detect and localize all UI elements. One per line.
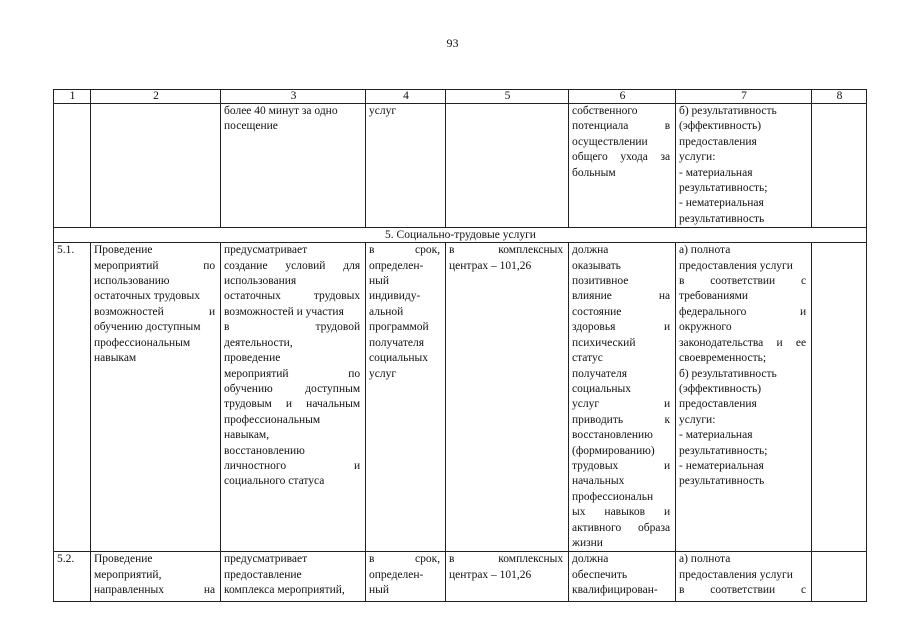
cell-tariff — [446, 552, 569, 602]
cell-text-line: альной — [369, 305, 404, 318]
cell-text-line: восстановлению — [224, 444, 305, 457]
cell-text-line: (эффективность) — [679, 120, 762, 133]
cell-text-line: общего ухода за — [572, 151, 673, 164]
cell-text-line: начальных — [572, 475, 625, 488]
cell-text-line: обучению доступным — [224, 382, 363, 395]
cell-text-line: возможностей и — [94, 305, 218, 318]
cell-text-line: предоставления услуги — [679, 568, 793, 581]
cell-quality — [569, 243, 676, 552]
section-title: 5. Социально-трудовые услуги — [54, 228, 867, 243]
cell-text-line: (формированию) — [572, 444, 655, 457]
column-number: 2 — [91, 90, 221, 104]
cell-text-line: законодательства и ее — [679, 336, 809, 349]
cell-text-line: своевременность; — [679, 352, 767, 365]
cell-text-line: результативность; — [679, 444, 768, 457]
cell-text-line: создание условий для — [224, 259, 363, 272]
cell-text-line: - нематериальная — [679, 459, 764, 472]
cell-text-line: (эффективность) — [679, 382, 762, 395]
cell-text-line: социальных — [369, 352, 428, 365]
cell-text-line: получателя — [369, 336, 424, 349]
cell-text-line: жизни — [572, 536, 603, 549]
cell-text-line: мероприятий по — [224, 367, 363, 380]
cell-text-line: позитивное — [572, 275, 629, 288]
cell-text-line: возможностей и участия — [224, 305, 344, 318]
cell-text-line: остаточных трудовых — [94, 290, 201, 303]
cell-evaluation — [676, 104, 812, 228]
cell-text-line: больным — [572, 166, 616, 179]
cell-text-line: определен- — [369, 259, 424, 272]
cell-text-line: оказывать — [572, 259, 621, 272]
cell-num — [54, 104, 91, 228]
row-number: 5.2. — [54, 552, 91, 602]
cell-service-name — [91, 104, 221, 228]
cell-text-line: обучению доступным — [94, 321, 201, 334]
cell-text-line: посещение — [224, 120, 278, 133]
cell-text-line: Проведение — [94, 553, 153, 566]
cell-text-line: использованию — [94, 275, 170, 288]
continuation-row — [54, 104, 867, 228]
cell-text-line: должна — [572, 244, 609, 257]
cell-text-line: остаточных трудовых — [224, 290, 363, 303]
cell-text-line: социального статуса — [224, 475, 325, 488]
cell-text-line: предоставления — [679, 135, 757, 148]
cell-text-line: деятельности, — [224, 336, 293, 349]
cell-text-line: собственного — [572, 105, 638, 117]
cell-text-line: направленных на — [94, 584, 218, 597]
cell-text-line: восстановлению — [572, 429, 653, 442]
cell-text-line: в срок, — [369, 244, 443, 257]
cell-text-line: результативность — [679, 475, 765, 488]
cell-text-line: услуг — [369, 105, 397, 117]
cell-note — [812, 104, 867, 228]
cell-text-line: - материальная — [679, 429, 753, 442]
cell-text-line: трудовым и начальным — [224, 398, 363, 411]
cell-text-line: - материальная — [679, 166, 753, 179]
cell-text-line: навыкам — [94, 352, 137, 365]
cell-text-line: федерального и — [679, 305, 809, 318]
cell-tariff — [446, 104, 569, 228]
cell-text-line: предусматривает — [224, 553, 308, 566]
cell-description — [221, 243, 366, 552]
cell-description — [221, 552, 366, 602]
cell-text-line: ный — [369, 584, 390, 597]
column-header-row — [54, 90, 867, 104]
cell-text-line: предоставления — [679, 398, 757, 411]
cell-text-line: мероприятий, — [94, 568, 162, 581]
cell-text-line: приводить к — [572, 413, 673, 426]
cell-text-line: а) полнота — [679, 244, 731, 257]
column-number: 6 — [569, 90, 676, 104]
table-row — [54, 243, 867, 552]
cell-text-line: осуществлении — [572, 135, 648, 148]
cell-text-line: здоровья и — [572, 321, 673, 334]
cell-service-name — [91, 243, 221, 552]
cell-text-line: а) полнота — [679, 553, 731, 566]
cell-text-line: центрах – 101,26 — [449, 568, 532, 581]
cell-evaluation — [676, 243, 812, 552]
cell-text-line: проведение — [224, 352, 281, 365]
cell-text-line: психический — [572, 336, 636, 349]
cell-text-line: определен- — [369, 568, 424, 581]
cell-text-line: квалифицирован- — [572, 584, 658, 597]
cell-text-line: обеспечить — [572, 568, 628, 581]
cell-text-line: окружного — [679, 321, 732, 334]
cell-text-line: социальных — [572, 382, 631, 395]
cell-text-line: состояние — [572, 305, 622, 318]
cell-text-line: получателя — [572, 367, 627, 380]
cell-text-line: программой — [369, 321, 429, 334]
cell-text-line: результативность — [679, 212, 765, 225]
cell-text-line: более 40 минут за одно — [224, 105, 338, 117]
cell-text-line: услуги: — [679, 413, 716, 426]
cell-term — [366, 104, 446, 228]
cell-text-line: требованиями — [679, 290, 749, 303]
cell-note — [812, 243, 867, 552]
cell-text-line: профессиональным — [224, 413, 321, 426]
page-number: 93 — [446, 36, 459, 50]
cell-text-line: Проведение — [94, 244, 153, 257]
cell-text-line: влияние на — [572, 290, 673, 303]
services-table — [53, 89, 867, 602]
cell-text-line: в соответствии с — [679, 584, 809, 597]
cell-text-line: потенциала в — [572, 120, 673, 133]
cell-tariff — [446, 243, 569, 552]
cell-quality — [569, 552, 676, 602]
cell-text-line: использования — [224, 275, 297, 288]
cell-text-line: профессиональн — [572, 490, 654, 503]
cell-text-line: в срок, — [369, 553, 443, 566]
cell-text-line: комплекса мероприятий, — [224, 584, 345, 597]
cell-text-line: навыкам, — [224, 429, 270, 442]
cell-text-line: услуг и — [572, 398, 673, 411]
cell-text-line: трудовых и — [572, 459, 673, 472]
cell-text-line: в комплексных — [449, 244, 566, 257]
cell-note — [812, 552, 867, 602]
cell-text-line: в трудовой — [224, 321, 363, 334]
cell-text-line: предусматривает — [224, 244, 308, 257]
cell-quality — [569, 104, 676, 228]
column-number: 3 — [221, 90, 366, 104]
column-number: 1 — [54, 90, 91, 104]
column-number: 4 — [366, 90, 446, 104]
cell-text-line: предоставление — [224, 568, 302, 581]
row-number: 5.1. — [54, 243, 91, 552]
column-number: 8 — [812, 90, 867, 104]
table-row — [54, 552, 867, 602]
cell-text-line: в соответствии с — [679, 275, 809, 288]
cell-term — [366, 552, 446, 602]
cell-text-line: ых навыков и — [572, 506, 673, 519]
cell-text-line: ный — [369, 275, 390, 288]
section-row — [54, 228, 867, 243]
cell-text-line: б) результативность — [679, 105, 777, 117]
cell-text-line: мероприятий по — [94, 259, 218, 272]
cell-term — [366, 243, 446, 552]
cell-text-line: услуги: — [679, 151, 716, 164]
cell-text-line: статус — [572, 352, 603, 365]
cell-text-line: должна — [572, 553, 609, 566]
cell-text-line: центрах – 101,26 — [449, 259, 532, 272]
column-number: 7 — [676, 90, 812, 104]
cell-service-name — [91, 552, 221, 602]
cell-text-line: результативность; — [679, 182, 768, 195]
cell-text-line: активного образа — [572, 521, 673, 534]
cell-text-line: б) результативность — [679, 367, 777, 380]
cell-description — [221, 104, 366, 228]
cell-text-line: - нематериальная — [679, 197, 764, 210]
cell-text-line: в комплексных — [449, 553, 566, 566]
cell-text-line: личностного и — [224, 459, 363, 472]
cell-text-line: предоставления услуги — [679, 259, 793, 272]
column-number: 5 — [446, 90, 569, 104]
cell-text-line: индивиду- — [369, 290, 421, 303]
cell-evaluation — [676, 552, 812, 602]
cell-text-line: профессиональным — [94, 336, 191, 349]
cell-text-line: услуг — [369, 367, 397, 380]
